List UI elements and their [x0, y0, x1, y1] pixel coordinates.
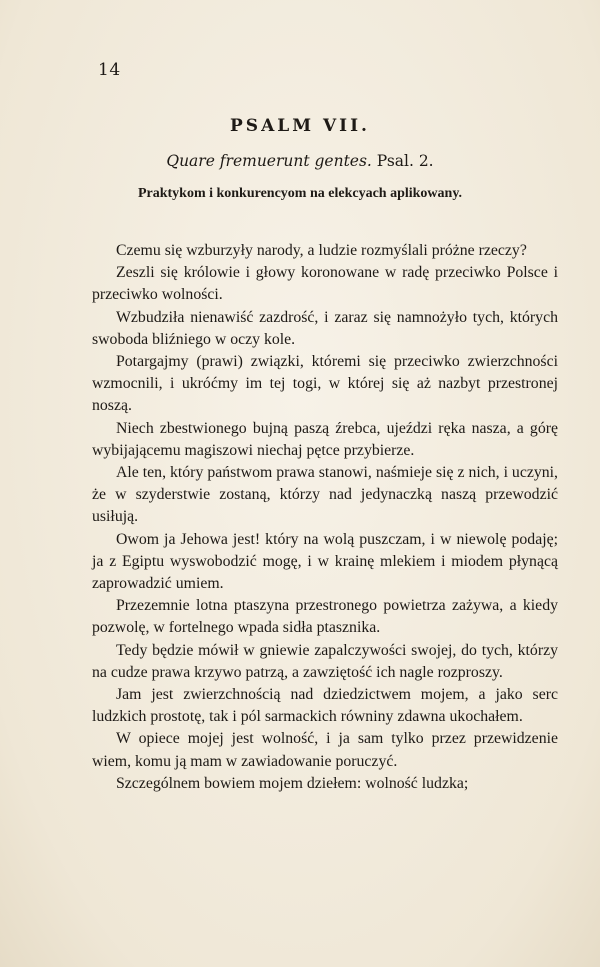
verse: Tedy będzie mówił w gniewie zapalczywości swojej, do tych, którzy na cudze prawa krzywo patrzą, a zawziętość ich nagle rozproszy. [92, 641, 558, 681]
verse: Potargajmy (prawi) związki, któremi się przeciwko zwierzchności wzmocnili, i ukróćmy im tej togi, w której się aż nazbyt przestronej noszą. [92, 353, 558, 415]
verse: Jam jest zwierzchnością nad dziedzictwem mojem, a jako serc ludzkich prostotę, tak i pól sarmackich równiny zdawna ukochałem. [92, 686, 558, 726]
psalm-body [92, 240, 558, 795]
verse: Niech zbestwionego bujną paszą źrebca, ujeździ ręka nasza, a górę wybijającemu magiszowi niechaj pętce przybierze. [92, 419, 558, 459]
verse: Owom ja Jehowa jest! który na wolą puszczam, i w niewolę podaję; ja z Egiptu wyswobodzić mogę, i w krainę mlekiem i miodem płynącą zaprowadzić umiem. [92, 530, 558, 593]
verse: Ale ten, który państwom prawa stanowi, naśmieje się z nich, i uczyni, że w szyderstwie zostaną, którzy nad jedynaczką naszą przewodzić usiłują. [92, 464, 558, 526]
page-number: 14 [98, 60, 121, 80]
psalm-reference: Psal. 2. [371, 152, 434, 170]
verse: Szczególnem bowiem mojem dziełem: wolność ludzka; [116, 774, 469, 792]
verse: Czemu się wzburzyły narody, a ludzie rozmyślali próżne rzeczy? [116, 242, 527, 259]
verse: Przezemnie lotna ptaszyna przestronego powietrza zażywa, a kiedy pozwolę, w fortelnego wpada sidła ptasznika. [92, 597, 558, 637]
latin-incipit: Quare fremuerunt gentes. [166, 152, 372, 170]
psalm-subheading: Praktykom i konkurencyom na elekcyach aplikowany. [137, 186, 463, 201]
verse: Wzbudziła nienawiść zazdrość, i zaraz się namnożyło tych, których swoboda bliźniego w oczy kole. [92, 308, 558, 348]
psalm-title: PSALM VII. [230, 116, 370, 136]
verse: Zeszli się królowie i głowy koronowane w radę przeciwko Polsce i przeciwko wolności. [92, 264, 558, 304]
psalm-subtitle [0, 152, 600, 170]
verse: W opiece mojej jest wolność, i ja sam tylko przez przewidzenie wiem, komu ją mam w zawiadowanie poruczyć. [92, 730, 558, 770]
